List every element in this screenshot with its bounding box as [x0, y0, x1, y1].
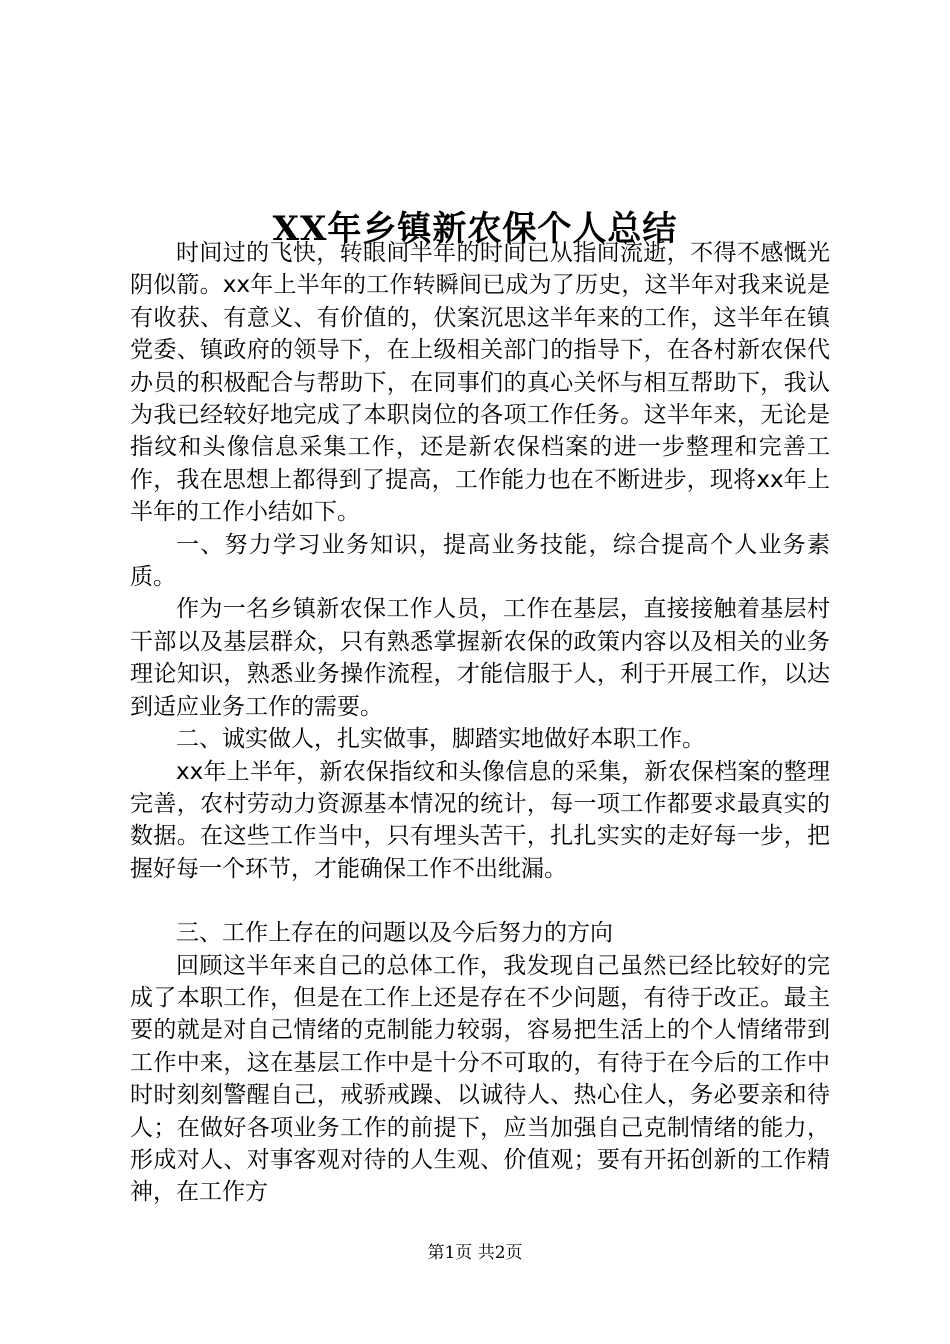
section-heading-1: 一、努力学习业务知识，提高业务技能，综合提高个人业务素质。 [130, 531, 830, 591]
document-body [130, 237, 830, 1209]
section-heading-3: 三、工作上存在的问题以及今后努力的方向 [176, 920, 613, 947]
section-heading-2: 二、诚实做人，扎实做事，脚踏实地做好本职工作。 [176, 726, 705, 753]
paragraph-section-2: xx年上半年，新农保指纹和头像信息的采集，新农保档案的整理完善，农村劳动力资源基本情况的统计，每一项工作都要求最真实的数据。在这些工作当中，只有埋头苦干，扎扎实实的走好每一步，把握好每一个环节，才能确保工作不出纰漏。 [130, 758, 830, 882]
document-title: XX年乡镇新农保个人总结 [272, 208, 678, 249]
paragraph-section-3: 回顾这半年来自己的总体工作，我发现自己虽然已经比较好的完成了本职工作，但是在工作上还是存在不少问题，有待于改正。最主要的就是对自己情绪的克制能力较弱，容易把生活上的个人情绪带到工作中来，这在基层工作中是十分不可取的，有待于在今后的工作中时时刻刻警醒自己，戒骄戒躁、以诚待人、热心住人，务必要亲和待人；在做好各项业务工作的前提下，应当加强自己克制情绪的能力，形成对人、对事客观对待的人生观、价值观；要有开拓创新的工作精神，在工作方 [130, 952, 830, 1206]
page-number-footer: 第1页 共2页 [427, 1243, 523, 1263]
paragraph-intro: 时间过的飞快，转眼间半年的时间已从指间流逝，不得不感慨光阴似箭。xx年上半年的工作转瞬间已成为了历史，这半年对我来说是有收获、有意义、有价值的，伏案沉思这半年来的工作，这半年在镇党委、镇政府的领导下，在上级相关部门的指导下，在各村新农保代办员的积极配合与帮助下，在同事们的真心关怀与相互帮助下，我认为我已经较好地完成了本职岗位的各项工作任务。这半年来，无论是指纹和头像信息采集工作，还是新农保档案的进一步整理和完善工作，我在思想上都得到了提高，工作能力也在不断进步，现将xx年上半年的工作小结如下。 [130, 240, 830, 526]
paragraph-section-1: 作为一名乡镇新农保工作人员，工作在基层，直接接触着基层村干部以及基层群众，只有熟悉掌握新农保的政策内容以及相关的业务理论知识，熟悉业务操作流程，才能信服于人，利于开展工作，以达到适应业务工作的需要。 [130, 596, 830, 720]
